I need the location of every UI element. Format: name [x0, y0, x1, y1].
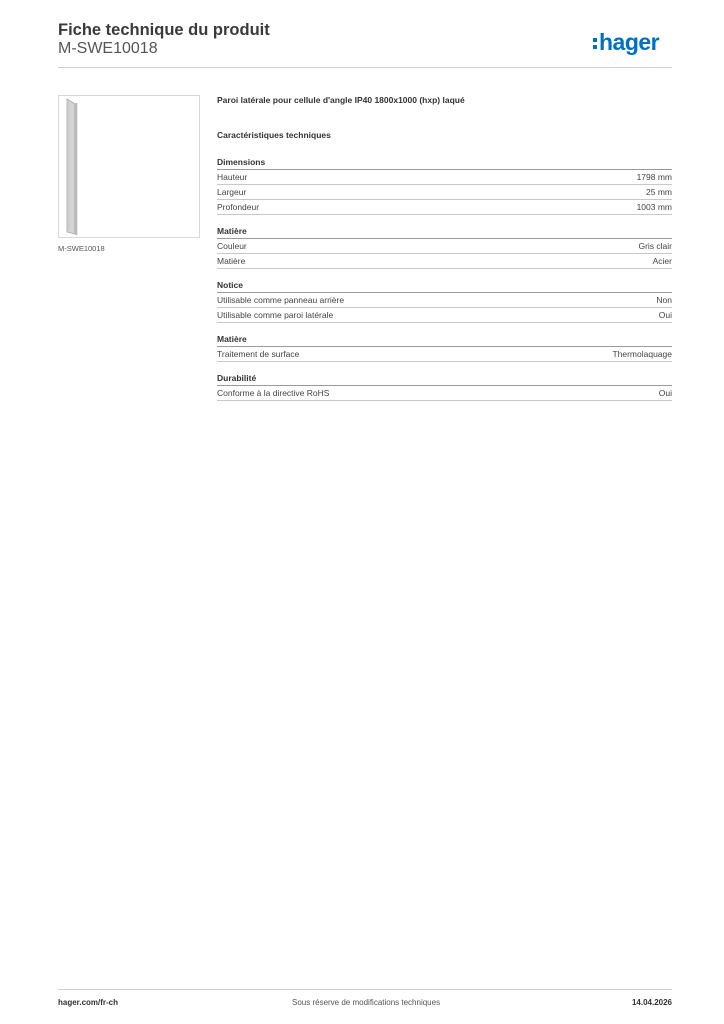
spec-row [217, 347, 672, 362]
spec-row [217, 386, 672, 401]
spec-value: Non [656, 295, 672, 305]
spec-label: Utilisable comme paroi latérale [217, 310, 334, 320]
spec-label: Utilisable comme panneau arrière [217, 295, 345, 305]
side-panel-illustration [59, 96, 199, 237]
product-reference: M-SWE10018 [58, 40, 158, 57]
section-dimensions [217, 156, 672, 215]
logo-text: hager [599, 28, 660, 55]
section-notice [217, 279, 672, 323]
section-title: Notice [217, 279, 672, 293]
hager-logo[interactable] [593, 28, 659, 56]
header-divider [58, 67, 672, 68]
spec-value: 25 mm [646, 187, 672, 197]
section-title: Dimensions [217, 156, 672, 170]
spec-value: 1003 mm [636, 202, 672, 212]
spec-label: Conforme à la directive RoHS [217, 388, 330, 398]
section-title: Matière [217, 225, 672, 239]
spec-value: Oui [658, 310, 672, 320]
logo-colon-icon [593, 38, 597, 49]
spec-label: Traitement de surface [217, 349, 300, 359]
product-image [58, 95, 200, 238]
section-title: Matière [217, 333, 672, 347]
page-title: Fiche technique du produit [58, 21, 270, 39]
footer-website-link[interactable]: hager.com/fr-ch [58, 998, 119, 1007]
spec-row [217, 239, 672, 254]
section-durability [217, 372, 672, 401]
spec-value: 1798 mm [636, 172, 672, 182]
spec-row [217, 308, 672, 323]
technical-characteristics-title: Caractéristiques techniques [217, 130, 331, 140]
spec-row [217, 170, 672, 185]
product-details [217, 95, 672, 401]
section-title: Durabilité [217, 372, 672, 386]
spec-label: Couleur [217, 241, 247, 251]
footer-disclaimer: Sous réserve de modifications techniques [292, 998, 441, 1007]
spec-label: Hauteur [217, 172, 248, 182]
spec-value: Gris clair [638, 241, 672, 251]
footer-date: 14.04.2026 [631, 998, 672, 1007]
spec-label: Profondeur [217, 202, 260, 212]
spec-label: Matière [217, 256, 246, 266]
spec-value: Oui [658, 388, 672, 398]
spec-row [217, 254, 672, 269]
footer-divider [58, 989, 672, 990]
spec-value: Thermolaquage [612, 349, 672, 359]
image-caption: M-SWE10018 [58, 244, 105, 253]
section-material [217, 225, 672, 269]
spec-value: Acier [652, 256, 672, 266]
spec-row [217, 200, 672, 215]
section-surface-treatment [217, 333, 672, 362]
spec-row [217, 185, 672, 200]
spec-label: Largeur [217, 187, 247, 197]
product-description: Paroi latérale pour cellule d'angle IP40 1800x1000 (hxp) laqué [217, 95, 465, 105]
spec-row [217, 293, 672, 308]
